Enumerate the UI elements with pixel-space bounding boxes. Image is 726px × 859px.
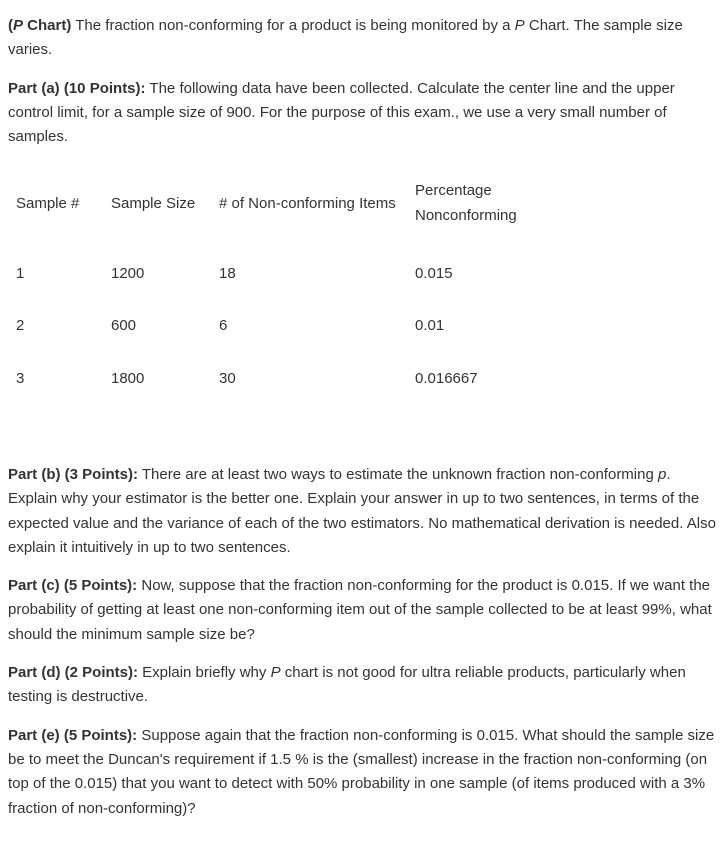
table-row: [16, 248, 565, 300]
part-b-p-italic: p: [658, 465, 667, 483]
intro-lead-rest: Chart): [23, 17, 72, 34]
cell-sample-size: 1800: [111, 369, 145, 387]
cell-nonconforming-items: 18: [219, 265, 236, 283]
part-b-body-1: There are at least two ways to estimate the unknown fraction non-conforming: [138, 465, 658, 483]
part-b-paragraph: [8, 463, 716, 560]
part-d-body-1: Explain briefly why: [138, 664, 271, 682]
part-a-body: The following data have been collected. Calculate the center line and the upper control limit, for a sample size of 900. For the purpose of this exam., we use a very small number of samples.: [8, 79, 675, 146]
cell-sample-number: 2: [16, 317, 25, 335]
table-row: [16, 300, 565, 352]
part-c-paragraph: [8, 574, 716, 647]
part-e-body: Suppose again that the fraction non-conforming is 0.015. What should the sample size be to meet the Duncan's requirement if 1.5 % is the (smallest) increase in the fraction non-conforming (on top of the 0.015) that you want to detect with 50% probability in one sample (of items produced with a 3% fraction of non-conforming)?: [8, 726, 715, 817]
intro-lead-open: (: [8, 17, 13, 34]
cell-sample-size: 600: [111, 317, 137, 335]
intro-body-2: Chart. The sample size varies.: [8, 17, 683, 59]
part-e-label: Part (e) (5 Points):: [8, 726, 138, 744]
intro-lead-p-italic: P: [13, 17, 24, 34]
table-header-sample-number: Sample #: [16, 194, 80, 212]
part-d-label: Part (d) (2 Points):: [8, 664, 138, 682]
part-c-label: Part (c) (5 Points):: [8, 577, 138, 595]
cell-nonconforming-items: 30: [219, 369, 236, 387]
table-header-nonconforming-items: # of Non-conforming Items: [219, 194, 396, 212]
cell-sample-size: 1200: [111, 265, 145, 283]
cell-percentage-nonconforming: 0.016667: [415, 369, 478, 387]
part-b-label: Part (b) (3 Points):: [8, 465, 138, 483]
intro-p-chart-italic: P: [514, 17, 525, 34]
cell-sample-number: 1: [16, 265, 25, 283]
part-d-body-2: chart is not good for ultra reliable products, particularly when testing is destructive.: [8, 664, 686, 706]
table-header-percentage-nonconforming: Percentage Nonconforming: [415, 182, 517, 224]
part-c-body: Now, suppose that the fraction non-conforming for the product is 0.015. If we want the probability of getting at least one non-conforming item out of the sample collected to be at least 99%, what should the minimum sample size be?: [8, 577, 712, 643]
intro-body-1: The fraction non-conforming for a product is being monitored by a: [71, 17, 515, 34]
cell-nonconforming-items: 6: [219, 317, 228, 335]
part-a-paragraph: [8, 77, 716, 150]
cell-sample-number: 3: [16, 369, 25, 387]
part-d-p-italic: P: [270, 664, 281, 682]
part-b-body-2: . Explain why your estimator is the better one. Explain your answer in up to two sentences, in terms of the expected value and the variance of each of the two estimators. No mathematical derivation is needed. Also explain it intuitively in up to two sentences.: [8, 465, 716, 556]
part-d-paragraph: [8, 661, 716, 710]
table-body: [16, 248, 565, 405]
cell-percentage-nonconforming: 0.015: [415, 265, 453, 283]
sample-data-table: [16, 173, 565, 404]
cell-percentage-nonconforming: 0.01: [415, 317, 445, 335]
part-e-paragraph: [8, 724, 716, 821]
intro-paragraph: [8, 14, 716, 63]
table-header-sample-size: Sample Size: [111, 194, 196, 212]
table-row: [16, 353, 565, 405]
part-a-label: Part (a) (10 Points):: [8, 79, 146, 97]
table-header-row: [16, 173, 565, 248]
